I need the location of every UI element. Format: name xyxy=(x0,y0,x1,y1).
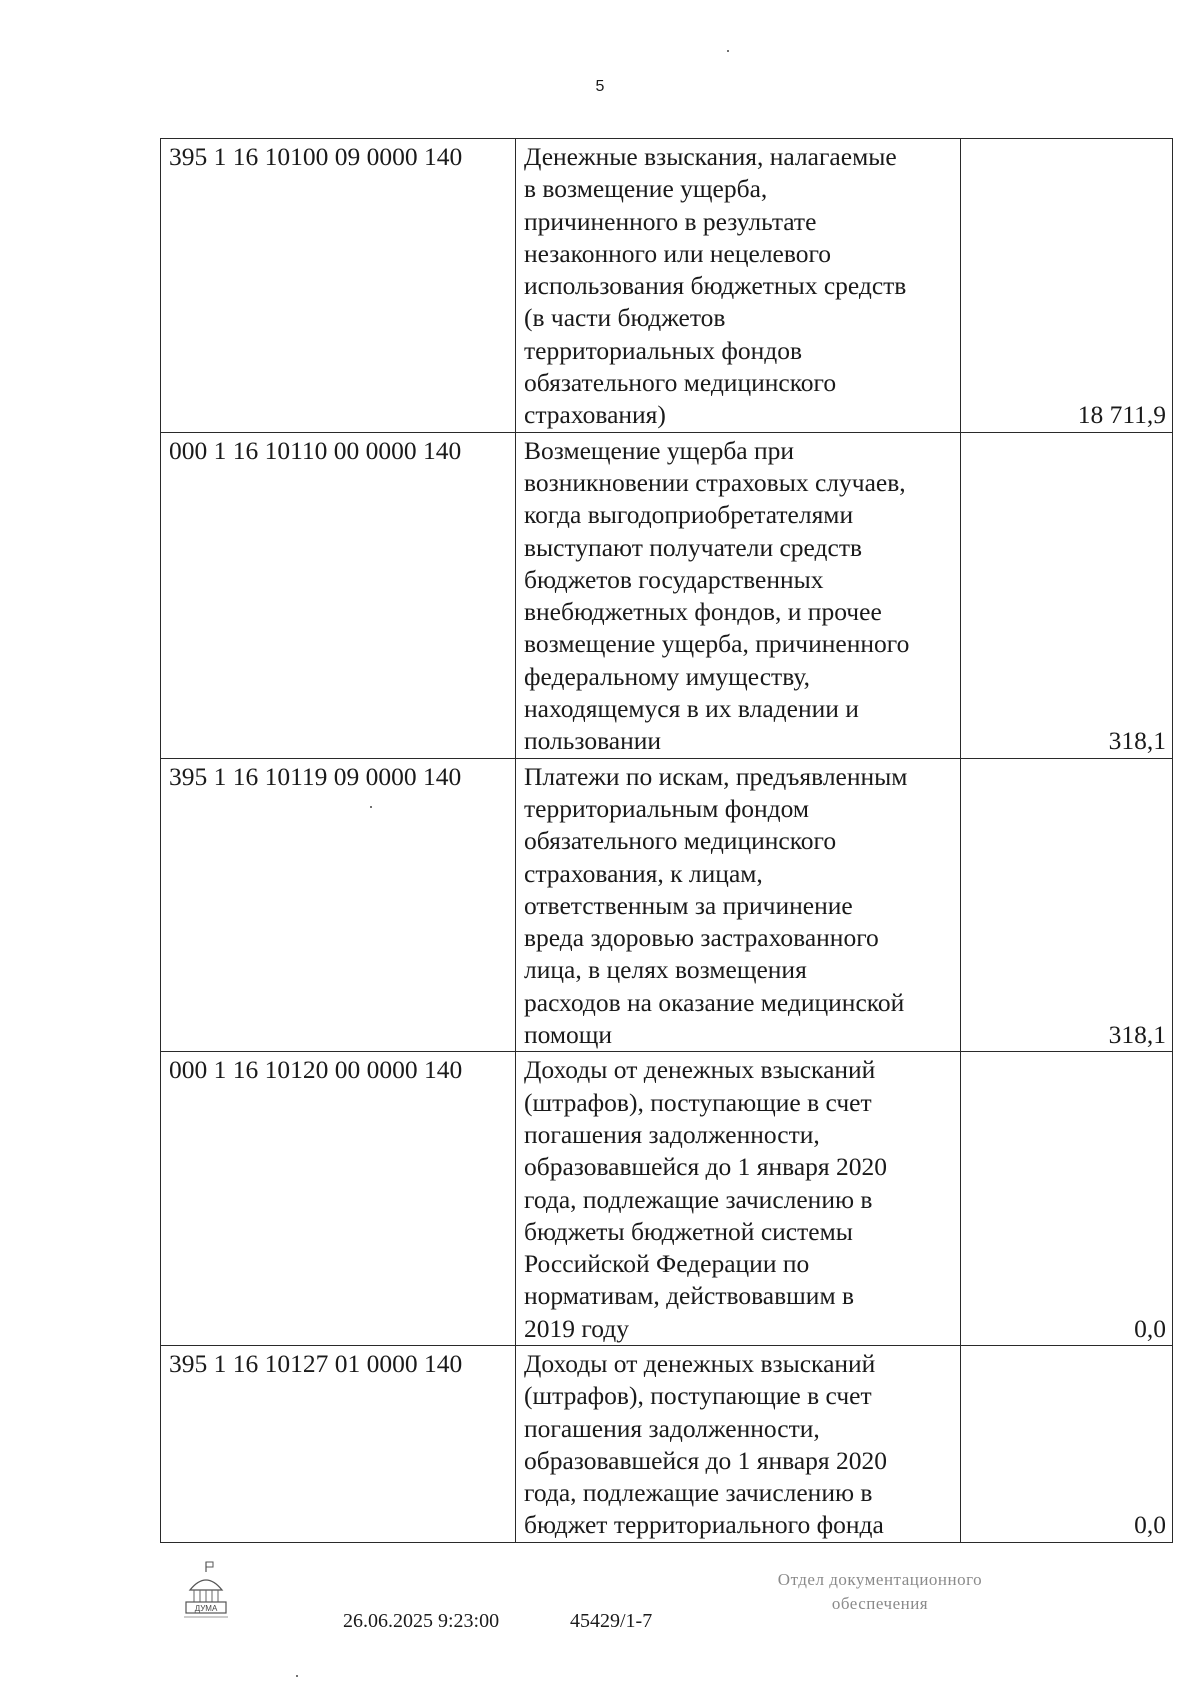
description-line: выступают получатели средств xyxy=(524,532,862,562)
description-line: 2019 году xyxy=(524,1313,629,1343)
budget-table xyxy=(160,138,1173,1543)
footer-datetime: 26.06.2025 9:23:00 xyxy=(343,1610,500,1632)
description-line: (в части бюджетов xyxy=(524,303,726,333)
table-row xyxy=(161,432,1173,758)
budget-description xyxy=(516,432,961,758)
description-line: образовавшейся до 1 января 2020 xyxy=(524,1445,888,1475)
description-line: (штрафов), поступающие в счет xyxy=(524,1087,872,1117)
description-line: внебюджетных фондов, и прочее xyxy=(524,597,882,627)
budget-amount: 318,1 xyxy=(961,432,1173,758)
description-line: нормативам, действовавшим в xyxy=(524,1281,854,1311)
description-line: Возмещение ущерба при xyxy=(524,435,795,465)
table-row xyxy=(161,758,1173,1052)
description-line: расходов на оказание медицинской xyxy=(524,987,905,1017)
table-row xyxy=(161,139,1173,433)
budget-amount: 318,1 xyxy=(961,758,1173,1052)
description-line: пользовании xyxy=(524,726,662,756)
table-row xyxy=(161,1052,1173,1346)
description-line: вреда здоровью застрахованного xyxy=(524,923,879,953)
description-line: обязательного медицинского xyxy=(524,368,837,398)
budget-description xyxy=(516,139,961,433)
description-line: страхования, к лицам, xyxy=(524,858,763,888)
description-line: Российской Федерации по xyxy=(524,1249,810,1279)
description-line: образовавшейся до 1 января 2020 xyxy=(524,1152,888,1182)
description-line: (штрафов), поступающие в счет xyxy=(524,1381,872,1411)
description-line: Платежи по искам, предъявленным xyxy=(524,761,908,791)
description-line: Доходы от денежных взысканий xyxy=(524,1348,876,1378)
description-line: года, подлежащие зачислению в xyxy=(524,1184,873,1214)
duma-logo-icon xyxy=(178,1560,234,1622)
description-line: федеральному имуществу, xyxy=(524,661,810,691)
budget-amount: 18 711,9 xyxy=(961,139,1173,433)
budget-code: 395 1 16 10119 09 0000 140 xyxy=(161,758,516,1052)
budget-amount: 0,0 xyxy=(961,1052,1173,1346)
description-line: ответственным за причинение xyxy=(524,890,853,920)
page-number: 5 xyxy=(595,78,605,95)
description-line: возмещение ущерба, причиненного xyxy=(524,629,910,659)
description-line: помощи xyxy=(524,1020,613,1050)
stamp-line: обеспечения xyxy=(831,1594,929,1613)
footer-doc-number: 45429/1-7 xyxy=(570,1610,653,1632)
description-line: в возмещение ущерба, xyxy=(524,174,768,204)
description-line: Денежные взыскания, налагаемые xyxy=(524,142,897,171)
description-line: Доходы от денежных взысканий xyxy=(524,1055,876,1085)
description-line: лица, в целях возмещения xyxy=(524,955,807,985)
budget-description xyxy=(516,1345,961,1542)
description-line: бюджетов государственных xyxy=(524,564,824,594)
budget-code: 395 1 16 10127 01 0000 140 xyxy=(161,1345,516,1542)
description-line: использования бюджетных средств xyxy=(524,271,907,301)
description-line: погашения задолженности, xyxy=(524,1119,820,1149)
budget-code: 000 1 16 10120 00 0000 140 xyxy=(161,1052,516,1346)
description-line: страхования) xyxy=(524,400,666,430)
description-line: года, подлежащие зачислению в xyxy=(524,1478,873,1508)
logo-text: ДУМА xyxy=(194,1604,218,1613)
description-line: бюджеты бюджетной системы xyxy=(524,1216,853,1246)
description-line: находящемуся в их владении и xyxy=(524,694,859,724)
description-line: погашения задолженности, xyxy=(524,1413,820,1443)
budget-code: 395 1 16 10100 09 0000 140 xyxy=(161,139,516,433)
scan-speck xyxy=(727,50,729,52)
description-line: территориальных фондов xyxy=(524,335,803,365)
description-line: обязательного медицинского xyxy=(524,826,837,856)
budget-description xyxy=(516,758,961,1052)
budget-amount: 0,0 xyxy=(961,1345,1173,1542)
scan-speck xyxy=(370,806,372,808)
description-line: бюджет территориального фонда xyxy=(524,1510,884,1540)
budget-description xyxy=(516,1052,961,1346)
description-line: когда выгодоприобретателями xyxy=(524,500,854,530)
table-row xyxy=(161,1345,1173,1542)
scan-speck xyxy=(296,1675,298,1677)
description-line: возникновении страховых случаев, xyxy=(524,467,906,497)
stamp-line: Отдел документационного xyxy=(777,1570,983,1589)
budget-code: 000 1 16 10110 00 0000 140 xyxy=(161,432,516,758)
description-line: незаконного или нецелевого xyxy=(524,238,832,268)
description-line: территориальным фондом xyxy=(524,793,810,823)
department-stamp xyxy=(730,1568,1030,1616)
description-line: причиненного в результате xyxy=(524,206,817,236)
